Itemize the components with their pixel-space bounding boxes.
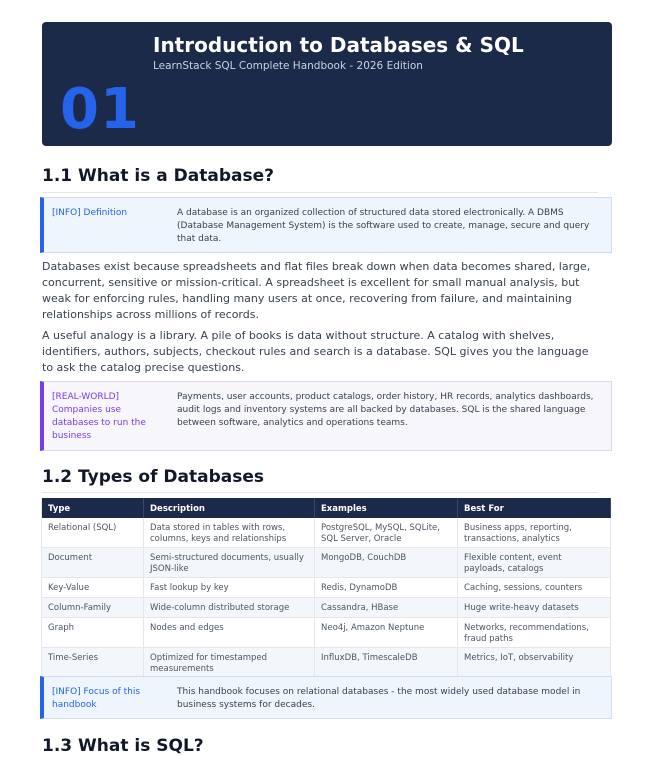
- section-divider: [42, 192, 598, 193]
- table-cell: Neo4j, Amazon Neptune: [315, 618, 458, 647]
- chapter-banner: [42, 22, 612, 146]
- table-header-row: [41, 498, 611, 518]
- table-row: [41, 598, 611, 618]
- info-callout-definition: [40, 197, 612, 253]
- table-cell: InfluxDB, TimescaleDB: [315, 648, 458, 676]
- paragraph: A useful analogy is a library. A pile of books is data without structure. A catalog with shelves, identifiers, authors, subjects, checkout rules and search is a database. SQL gives you the language to ask the catalog precise questions.: [42, 329, 589, 374]
- table-cell: Time-Series: [41, 648, 144, 676]
- table-cell: PostgreSQL, MySQL, SQLite, SQL Server, Oracle: [315, 518, 458, 547]
- table-row: [41, 578, 611, 598]
- callout-tag: [REAL-WORLD] Companies use databases to run the business: [52, 392, 146, 441]
- table-cell: Semi-structured documents, usually JSON-like: [144, 548, 315, 577]
- table-row: [41, 618, 611, 648]
- paragraph: Databases exist because spreadsheets and flat files break down when data becomes shared, large, concurrent, sensitive or mission-critical. A spreadsheet is excellent for small manual analysis, but weak for enforcing rules, handling many users at once, recovering from failure, and maintaining relationships across millions of records.: [42, 260, 591, 321]
- table-cell: Key-Value: [41, 578, 144, 597]
- table-cell: Cassandra, HBase: [315, 598, 458, 617]
- table-cell: Flexible content, event payloads, catalogs: [458, 548, 611, 577]
- table-cell: Networks, recommendations, fraud paths: [458, 618, 611, 647]
- table-row: [41, 518, 611, 548]
- section-heading-1-3: 1.3 What is SQL?: [42, 736, 204, 756]
- table-cell: Relational (SQL): [41, 518, 144, 547]
- table-cell: Metrics, IoT, observability: [458, 648, 611, 676]
- table-cell: Data stored in tables with rows, columns, keys and relationships: [144, 518, 315, 547]
- table-cell: Fast lookup by key: [144, 578, 315, 597]
- chapter-subtitle: LearnStack SQL Complete Handbook - 2026 Edition: [153, 60, 423, 72]
- table-cell: Graph: [41, 618, 144, 647]
- table-cell: Document: [41, 548, 144, 577]
- section-heading-1-1: 1.1 What is a Database?: [42, 166, 274, 186]
- section-divider: [42, 492, 598, 493]
- column-header: Type: [41, 498, 144, 518]
- section-heading-1-2: 1.2 Types of Databases: [42, 467, 265, 487]
- callout-text: Payments, user accounts, product catalogs, order history, HR records, analytics dashboards, audit logs and inventory systems are all backed by databases. SQL is the shared language between software, analytics and operations teams.: [177, 392, 594, 428]
- callout-tag: [INFO] Definition: [52, 208, 128, 218]
- table-cell: Business apps, reporting, transactions, analytics: [458, 518, 611, 547]
- table-cell: Redis, DynamoDB: [315, 578, 458, 597]
- database-types-table: [41, 498, 611, 677]
- column-header: Examples: [315, 498, 458, 518]
- callout-text: This handbook focuses on relational databases - the most widely used database model in business systems for decades.: [177, 687, 581, 710]
- table-row: [41, 648, 611, 677]
- table-cell: Nodes and edges: [144, 618, 315, 647]
- table-cell: Caching, sessions, counters: [458, 578, 611, 597]
- callout-text: A database is an organized collection of structured data stored electronically. A DBMS (Database Management System) is the software used to create, manage, secure and query that data.: [177, 208, 590, 244]
- chapter-title: Introduction to Databases & SQL: [153, 33, 524, 57]
- table-row: [41, 548, 611, 578]
- column-header: Description: [144, 498, 315, 518]
- real-world-callout: [40, 381, 612, 451]
- table-cell: Wide-column distributed storage: [144, 598, 315, 617]
- table-cell: Column-Family: [41, 598, 144, 617]
- callout-tag: [INFO] Focus of this handbook: [52, 687, 141, 710]
- table-cell: Optimized for timestamped measurements: [144, 648, 315, 676]
- table-cell: Huge write-heavy datasets: [458, 598, 611, 617]
- chapter-number: 01: [60, 77, 140, 142]
- table-cell: MongoDB, CouchDB: [315, 548, 458, 577]
- column-header: Best For: [458, 498, 611, 518]
- info-callout-focus: [40, 676, 612, 719]
